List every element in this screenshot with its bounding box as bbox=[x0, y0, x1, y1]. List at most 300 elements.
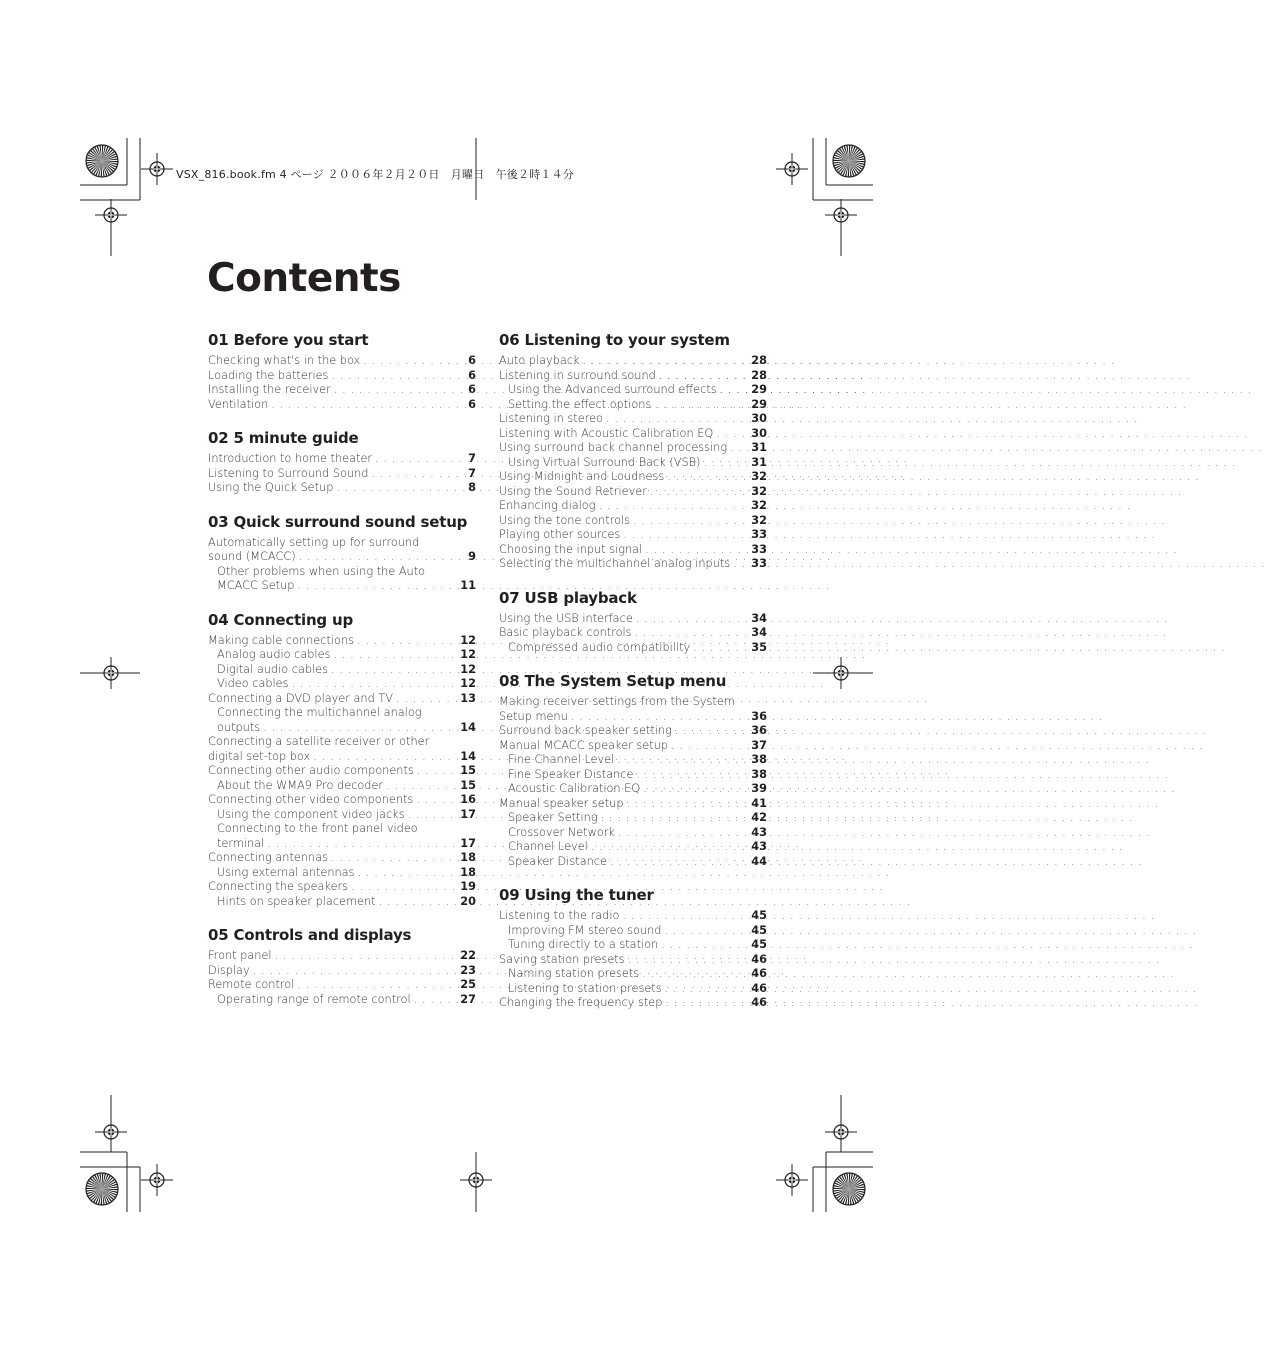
page-number: 32 bbox=[751, 513, 767, 527]
toc-entry-text: Loading the batteries bbox=[208, 368, 329, 382]
toc-entry[interactable] bbox=[499, 710, 767, 725]
toc-entry[interactable] bbox=[208, 481, 476, 496]
page-number: 13 bbox=[460, 691, 476, 705]
page-number: 46 bbox=[751, 952, 767, 966]
dot-leader bbox=[623, 528, 748, 543]
page-number: 6 bbox=[468, 354, 476, 367]
toc-entry[interactable] bbox=[499, 612, 767, 627]
toc-entry[interactable] bbox=[499, 782, 767, 797]
toc-entry-text: Speaker Distance bbox=[508, 854, 607, 868]
page-number: 33 bbox=[751, 528, 767, 541]
section-heading: 08 The System Setup menu bbox=[499, 672, 727, 690]
toc-entry[interactable] bbox=[208, 750, 476, 765]
toc-entry-text: Connecting other video components bbox=[208, 793, 414, 806]
dot-leader bbox=[693, 641, 748, 656]
page-number: 12 bbox=[460, 648, 476, 661]
toc-entry[interactable] bbox=[208, 579, 476, 594]
registration-target-icon bbox=[825, 199, 857, 231]
dot-leader bbox=[645, 543, 748, 558]
toc-entry[interactable] bbox=[208, 663, 476, 678]
toc-entry-text: Manual MCACC speaker setup bbox=[499, 738, 669, 752]
dot-leader bbox=[331, 369, 465, 384]
toc-entry-text: Checking what's in the box bbox=[208, 354, 361, 367]
toc-entry[interactable] bbox=[208, 692, 476, 707]
toc-entry[interactable] bbox=[208, 634, 476, 649]
toc-entry-text: Changing the frequency step bbox=[499, 996, 663, 1009]
toc-section bbox=[499, 589, 767, 656]
toc-entry[interactable] bbox=[499, 557, 767, 572]
toc-entry-text: Setting the effect options bbox=[508, 397, 652, 411]
toc-entry-text: Hints on speaker placement bbox=[217, 894, 376, 908]
dot-leader bbox=[598, 499, 748, 514]
toc-entry-text: Playing other sources bbox=[499, 528, 621, 541]
page-number: 41 bbox=[751, 796, 767, 810]
toc-entry-text: Using the Sound Retriever bbox=[499, 484, 647, 498]
page-number: 6 bbox=[468, 368, 476, 382]
toc-entry[interactable] bbox=[208, 895, 476, 910]
dot-leader bbox=[591, 840, 748, 855]
toc-column-left bbox=[208, 331, 476, 1024]
page-number: 6 bbox=[468, 397, 476, 411]
toc-entry-text: Saving station presets bbox=[499, 952, 625, 966]
page-number: 17 bbox=[460, 807, 476, 821]
toc-entry[interactable] bbox=[499, 528, 767, 543]
toc-entry-text: Using surround back channel processing bbox=[499, 441, 728, 454]
dot-leader bbox=[299, 550, 465, 565]
toc-section bbox=[208, 429, 476, 496]
toc-entry[interactable] bbox=[208, 964, 476, 979]
toc-entry[interactable] bbox=[499, 967, 767, 982]
toc-entry-text: Improving FM stereo sound bbox=[508, 923, 662, 937]
toc-entry-text: Fine Speaker Distance bbox=[508, 767, 634, 781]
page-number: 44 bbox=[751, 854, 767, 868]
dot-leader bbox=[716, 427, 748, 442]
dot-leader bbox=[275, 949, 458, 964]
toc-entry-text: Channel Level bbox=[508, 840, 588, 853]
toc-entry[interactable] bbox=[208, 721, 476, 736]
toc-entry[interactable] bbox=[499, 938, 767, 953]
toc-entry[interactable] bbox=[499, 753, 767, 768]
page-number: 16 bbox=[460, 793, 476, 806]
toc-entry-text: Using Midnight and Loudness bbox=[499, 470, 665, 483]
toc-entry[interactable] bbox=[499, 909, 767, 924]
page-number: 42 bbox=[751, 811, 767, 824]
toc-entry[interactable] bbox=[208, 354, 476, 369]
toc-entry[interactable] bbox=[499, 485, 767, 500]
toc-entry-text: Listening to the radio bbox=[499, 909, 620, 922]
dot-leader bbox=[396, 692, 457, 707]
dot-leader bbox=[610, 855, 748, 870]
page-number: 25 bbox=[460, 978, 476, 991]
section-heading: 01 Before you start bbox=[208, 331, 369, 349]
toc-entry-text: Manual speaker setup bbox=[499, 796, 624, 810]
toc-entry[interactable] bbox=[208, 837, 476, 852]
dot-leader bbox=[622, 909, 748, 924]
toc-entry-text: Fine Channel Level bbox=[508, 753, 615, 766]
dot-leader bbox=[363, 354, 465, 369]
dot-leader bbox=[606, 412, 748, 427]
page-number: 45 bbox=[751, 909, 767, 922]
dot-leader bbox=[375, 452, 465, 467]
toc-entry-text: Display bbox=[208, 963, 250, 977]
page-number: 33 bbox=[751, 542, 767, 556]
toc-entry-text: Connecting the speakers bbox=[208, 880, 349, 893]
toc-entry-text: Auto playback bbox=[499, 354, 580, 367]
dot-leader bbox=[633, 514, 748, 529]
page-number: 37 bbox=[751, 738, 767, 752]
toc-entry[interactable] bbox=[208, 369, 476, 384]
page-title: Contents bbox=[207, 256, 401, 301]
dot-leader bbox=[720, 383, 749, 398]
toc-entry[interactable] bbox=[499, 412, 767, 427]
toc-entry-text: Introduction to home theater bbox=[208, 452, 373, 465]
page-number: 18 bbox=[460, 851, 476, 864]
registration-target-icon bbox=[95, 657, 127, 689]
dot-leader bbox=[703, 456, 748, 471]
page-number: 29 bbox=[751, 383, 767, 396]
toc-entry[interactable] bbox=[499, 354, 767, 369]
toc-entry-line[interactable] bbox=[208, 822, 476, 837]
toc-entry[interactable] bbox=[208, 383, 476, 398]
page-number: 14 bbox=[460, 749, 476, 763]
registration-target-icon bbox=[825, 1116, 857, 1148]
page-number: 46 bbox=[751, 996, 767, 1009]
section-heading: 05 Controls and displays bbox=[208, 926, 412, 944]
toc-entry-text: Naming station presets bbox=[508, 967, 640, 980]
toc-entry-text: Compressed audio compatibility bbox=[508, 640, 691, 654]
page-number: 38 bbox=[751, 753, 767, 766]
toc-entry-text: Digital audio cables bbox=[217, 662, 329, 676]
toc-entry[interactable] bbox=[208, 398, 476, 413]
toc-entry-text: Making cable connections bbox=[208, 633, 354, 647]
dot-leader bbox=[664, 924, 748, 939]
toc-entry[interactable] bbox=[208, 779, 476, 794]
section-heading: 06 Listening to your system bbox=[499, 331, 730, 349]
toc-entry-text: Connecting a satellite receiver or other bbox=[208, 735, 430, 748]
toc-entry-text: Surround back speaker setting bbox=[499, 724, 672, 737]
toc-entry-line[interactable] bbox=[499, 695, 767, 710]
toc-entry[interactable] bbox=[499, 953, 767, 968]
dot-leader bbox=[667, 470, 748, 485]
dot-leader bbox=[371, 467, 465, 482]
dot-leader bbox=[334, 383, 465, 398]
page-number: 30 bbox=[751, 426, 767, 440]
page-number: 28 bbox=[751, 354, 767, 367]
section-heading: 09 Using the tuner bbox=[499, 886, 654, 904]
dot-leader bbox=[601, 811, 749, 826]
toc-entry-text: Analog audio cables bbox=[217, 648, 331, 661]
toc-entry[interactable] bbox=[208, 851, 476, 866]
page-number: 34 bbox=[751, 611, 767, 625]
registration-target-icon bbox=[460, 1164, 492, 1196]
toc-entry-text: Connecting a DVD player and TV bbox=[208, 691, 393, 705]
toc-entry-text: Setup menu bbox=[499, 709, 568, 723]
page-number: 12 bbox=[460, 662, 476, 676]
toc-entry-text: Tuning directly to a station bbox=[508, 938, 659, 951]
toc-entry-text: Using the Advanced surround effects bbox=[508, 383, 717, 396]
dot-leader bbox=[635, 626, 749, 641]
toc-entry-text: About the WMA9 Pro decoder bbox=[217, 778, 384, 792]
toc-entry[interactable] bbox=[499, 398, 767, 413]
page-number: 18 bbox=[460, 865, 476, 879]
toc-entry-text: Connecting other audio components bbox=[208, 764, 414, 777]
page-number: 35 bbox=[751, 640, 767, 654]
section-heading: 03 Quick surround sound setup bbox=[208, 512, 468, 531]
dot-leader bbox=[627, 797, 749, 812]
toc-entry[interactable] bbox=[499, 797, 767, 812]
registration-starburst-icon bbox=[833, 145, 865, 177]
toc-section bbox=[208, 331, 476, 412]
dot-leader bbox=[665, 996, 748, 1011]
page-number: 31 bbox=[751, 441, 767, 454]
registration-target-icon bbox=[776, 153, 808, 185]
toc-entry[interactable] bbox=[499, 826, 767, 841]
toc-entry[interactable] bbox=[499, 768, 767, 783]
toc-entry[interactable] bbox=[208, 866, 476, 881]
page-number: 43 bbox=[751, 825, 767, 839]
registration-target-icon bbox=[141, 153, 173, 185]
toc-entry[interactable] bbox=[208, 764, 476, 779]
registration-starburst-icon bbox=[86, 1173, 118, 1205]
toc-entry[interactable] bbox=[499, 470, 767, 485]
toc-entry[interactable] bbox=[499, 456, 767, 471]
dot-leader bbox=[661, 938, 748, 953]
dot-leader bbox=[665, 982, 749, 997]
toc-entry-text: Using the component video jacks bbox=[217, 807, 405, 821]
page-number: 32 bbox=[751, 470, 767, 483]
toc-entry-line[interactable] bbox=[208, 706, 476, 721]
dot-leader bbox=[417, 764, 458, 779]
page-number: 45 bbox=[751, 923, 767, 937]
registration-target-icon bbox=[95, 199, 127, 231]
dot-leader bbox=[271, 398, 465, 413]
toc-section bbox=[208, 611, 476, 910]
toc-entry[interactable] bbox=[499, 996, 767, 1011]
toc-entry-text: Other problems when using the Auto bbox=[217, 564, 426, 578]
toc-entry-text: terminal bbox=[217, 836, 265, 850]
page-number: 31 bbox=[751, 455, 767, 469]
toc-entry-text: Listening in stereo bbox=[499, 412, 603, 425]
dot-leader bbox=[636, 612, 749, 627]
section-heading: 04 Connecting up bbox=[208, 610, 353, 629]
toc-entry-text: Using external antennas bbox=[217, 865, 355, 879]
dot-leader bbox=[336, 481, 465, 496]
toc-entry[interactable] bbox=[499, 441, 767, 456]
toc-entry-text: Crossover Network bbox=[508, 825, 615, 839]
toc-entry-text: Listening with Acoustic Calibration EQ bbox=[499, 426, 714, 440]
dot-leader bbox=[253, 964, 458, 979]
registration-target-icon bbox=[776, 1164, 808, 1196]
page-number: 14 bbox=[460, 720, 476, 734]
toc-entry[interactable] bbox=[499, 982, 767, 997]
toc-entry[interactable] bbox=[208, 880, 476, 895]
toc-entry-text: Connecting antennas bbox=[208, 851, 328, 864]
dot-leader bbox=[297, 579, 457, 594]
page-number: 32 bbox=[751, 499, 767, 512]
dot-leader bbox=[675, 724, 748, 739]
dot-leader bbox=[408, 808, 458, 823]
dot-leader bbox=[730, 441, 748, 456]
dot-leader bbox=[636, 768, 748, 783]
toc-entry-text: Listening in surround sound bbox=[499, 368, 656, 382]
page-number: 39 bbox=[751, 782, 767, 795]
toc-entry-text: outputs bbox=[217, 720, 261, 734]
dot-leader bbox=[733, 557, 748, 572]
toc-section bbox=[499, 886, 767, 1011]
dot-leader bbox=[617, 753, 748, 768]
dot-leader bbox=[292, 677, 458, 692]
page-number: 15 bbox=[460, 764, 476, 777]
toc-entry-text: Acoustic Calibration EQ bbox=[508, 782, 641, 795]
page-number: 20 bbox=[460, 894, 476, 908]
toc-entry-text: Ventilation bbox=[208, 397, 269, 411]
dot-leader bbox=[313, 750, 457, 765]
toc-section bbox=[499, 331, 767, 572]
section-heading: 07 USB playback bbox=[499, 588, 637, 607]
toc-entry-text: Basic playback controls bbox=[499, 626, 632, 639]
toc-entry-text: Using Virtual Surround Back (VSB) bbox=[508, 455, 701, 469]
toc-entry[interactable] bbox=[208, 993, 476, 1008]
dot-leader bbox=[643, 782, 748, 797]
page-number: 45 bbox=[751, 938, 767, 951]
toc-entry-text: Making receiver settings from the System bbox=[499, 695, 735, 708]
dot-leader bbox=[331, 851, 457, 866]
dot-leader bbox=[297, 978, 457, 993]
toc-entry-text: Installing the receiver bbox=[208, 383, 331, 396]
page-number: 28 bbox=[751, 368, 767, 382]
toc-entry[interactable] bbox=[499, 739, 767, 754]
dot-leader bbox=[571, 710, 749, 725]
toc-entry-text: Listening to Surround Sound bbox=[208, 466, 369, 480]
page-number: 12 bbox=[460, 677, 476, 690]
toc-entry-text: Using the Quick Setup bbox=[208, 481, 334, 494]
toc-entry[interactable] bbox=[499, 383, 767, 398]
dot-leader bbox=[642, 967, 748, 982]
page-number: 8 bbox=[468, 481, 476, 494]
toc-entry-text: Automatically setting up for surround bbox=[208, 535, 420, 549]
toc-entry-text: sound (MCACC) bbox=[208, 550, 296, 563]
toc-section bbox=[499, 672, 767, 869]
toc-entry[interactable] bbox=[208, 677, 476, 692]
toc-entry[interactable] bbox=[499, 724, 767, 739]
page-number: 46 bbox=[751, 981, 767, 995]
dot-leader bbox=[351, 880, 457, 895]
page-number: 33 bbox=[751, 557, 767, 570]
registration-target-icon bbox=[141, 1164, 173, 1196]
toc-entry[interactable] bbox=[499, 427, 767, 442]
page-number: 34 bbox=[751, 626, 767, 639]
dot-leader bbox=[263, 721, 457, 736]
dot-leader bbox=[650, 485, 748, 500]
dot-leader bbox=[628, 953, 749, 968]
toc-entry[interactable] bbox=[499, 626, 767, 641]
toc-entry[interactable] bbox=[208, 467, 476, 482]
page-number: 43 bbox=[751, 840, 767, 853]
toc-entry-text: Video cables bbox=[217, 677, 289, 690]
toc-entry-text: digital set-top box bbox=[208, 749, 311, 763]
toc-entry[interactable] bbox=[499, 543, 767, 558]
page-number: 23 bbox=[460, 963, 476, 977]
toc-entry-text: Speaker Setting bbox=[508, 811, 598, 824]
dot-leader bbox=[386, 779, 457, 794]
print-header-line: VSX_816.book.fm 4 ページ ２００６年２月２０日 月曜日 午後２時１４分 bbox=[176, 168, 574, 181]
toc-entry-text: Connecting to the front panel video bbox=[217, 822, 418, 835]
toc-entry[interactable] bbox=[499, 840, 767, 855]
page-number: 46 bbox=[751, 967, 767, 980]
page-number: 36 bbox=[751, 709, 767, 723]
toc-entry-text: Enhancing dialog bbox=[499, 499, 596, 512]
toc-entry-text: Operating range of remote control bbox=[217, 992, 411, 1006]
page-number: 36 bbox=[751, 724, 767, 737]
toc-entry[interactable] bbox=[208, 949, 476, 964]
registration-starburst-icon bbox=[86, 145, 118, 177]
page-number: 6 bbox=[468, 383, 476, 396]
registration-starburst-icon bbox=[833, 1173, 865, 1205]
page-number: 19 bbox=[460, 880, 476, 893]
toc-entry[interactable] bbox=[499, 924, 767, 939]
page-number: 22 bbox=[460, 949, 476, 962]
toc-column-right bbox=[499, 331, 767, 1028]
toc-entry[interactable] bbox=[208, 808, 476, 823]
dot-leader bbox=[357, 634, 457, 649]
dot-leader bbox=[333, 648, 457, 663]
section-heading: 02 5 minute guide bbox=[208, 429, 359, 447]
toc-entry[interactable] bbox=[499, 369, 767, 384]
toc-entry-text: MCACC Setup bbox=[217, 579, 295, 592]
dot-leader bbox=[659, 369, 748, 384]
toc-entry[interactable] bbox=[499, 514, 767, 529]
dot-leader bbox=[414, 993, 458, 1008]
toc-entry-text: Selecting the multichannel analog inputs bbox=[499, 557, 731, 570]
page-number: 27 bbox=[460, 992, 476, 1006]
toc-entry-line[interactable] bbox=[208, 565, 476, 580]
toc-entry-text: Choosing the input signal bbox=[499, 542, 643, 556]
toc-entry-text: Using the tone controls bbox=[499, 513, 631, 527]
toc-entry[interactable] bbox=[208, 978, 476, 993]
dot-leader bbox=[583, 354, 749, 369]
page-number: 30 bbox=[751, 412, 767, 425]
toc-entry[interactable] bbox=[208, 452, 476, 467]
dot-leader bbox=[358, 866, 458, 881]
dot-leader bbox=[331, 663, 457, 678]
page-number: 7 bbox=[468, 466, 476, 480]
toc-entry[interactable] bbox=[208, 550, 476, 565]
toc-entry-text: Front panel bbox=[208, 949, 272, 962]
toc-entry-text: Listening to station presets bbox=[508, 981, 662, 995]
toc-entry[interactable] bbox=[208, 793, 476, 808]
page-number: 32 bbox=[751, 484, 767, 498]
toc-entry-text: Remote control bbox=[208, 978, 295, 991]
page-number: 17 bbox=[460, 836, 476, 850]
toc-section bbox=[208, 926, 476, 1007]
page-number: 7 bbox=[468, 452, 476, 465]
toc-entry[interactable] bbox=[208, 648, 476, 663]
toc-entry-text: Using the USB interface bbox=[499, 611, 633, 625]
toc-entry-line[interactable] bbox=[208, 735, 476, 750]
toc-entry-line[interactable] bbox=[208, 536, 476, 551]
toc-entry[interactable] bbox=[499, 855, 767, 870]
dot-leader bbox=[416, 793, 457, 808]
toc-entry-text: Connecting the multichannel analog bbox=[217, 706, 422, 719]
toc-entry[interactable] bbox=[499, 641, 767, 656]
page-number: 15 bbox=[460, 778, 476, 792]
dot-leader bbox=[618, 826, 748, 841]
toc-section bbox=[208, 513, 476, 594]
page-number: 38 bbox=[751, 767, 767, 781]
toc-entry[interactable] bbox=[499, 499, 767, 514]
page-number: 11 bbox=[460, 579, 476, 592]
toc-entry[interactable] bbox=[499, 811, 767, 826]
